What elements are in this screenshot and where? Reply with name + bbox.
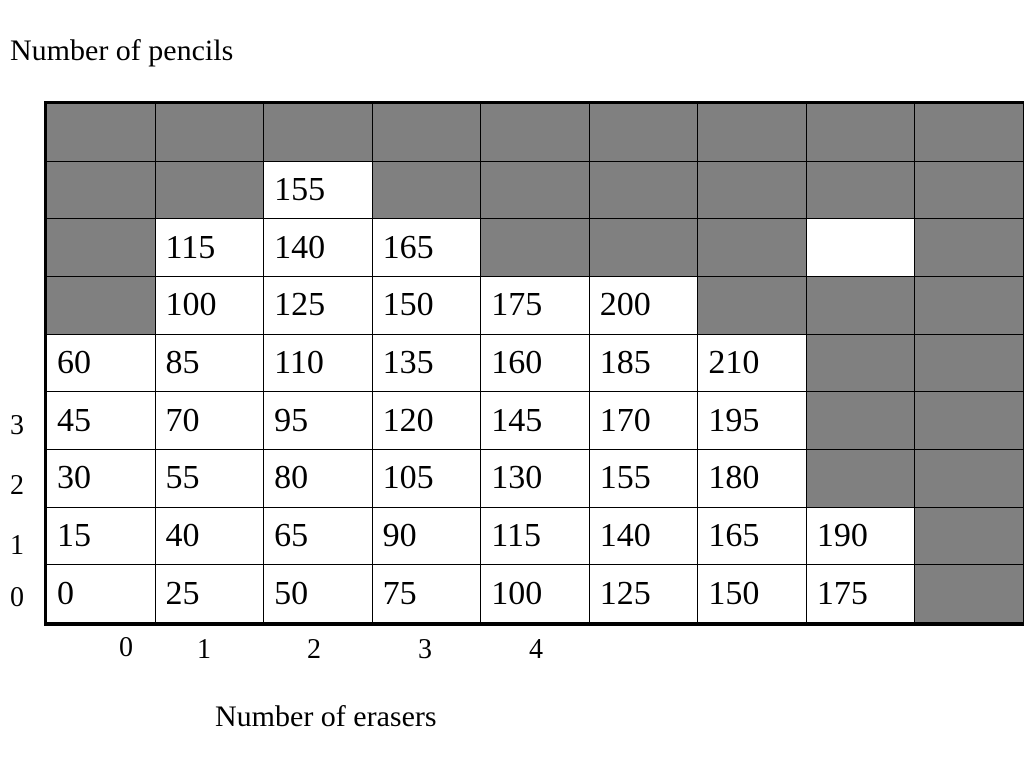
y-tick-3: 3 — [10, 410, 24, 441]
value-cell: 110 — [264, 335, 373, 393]
value-cell: 125 — [264, 277, 373, 335]
x-tick-3: 3 — [418, 634, 432, 665]
shaded-cell — [156, 104, 265, 162]
value-cell: 90 — [373, 508, 482, 566]
value-cell: 180 — [698, 450, 807, 508]
value-cell: 145 — [481, 392, 590, 450]
y-tick-2: 2 — [10, 470, 24, 501]
value-cell: 130 — [481, 450, 590, 508]
value-cell: 100 — [481, 565, 590, 623]
shaded-cell — [698, 219, 807, 277]
value-cell: 165 — [698, 508, 807, 566]
shaded-cell — [156, 162, 265, 220]
shaded-cell — [915, 508, 1024, 566]
shaded-cell — [807, 450, 916, 508]
value-cell: 195 — [698, 392, 807, 450]
value-cell: 150 — [698, 565, 807, 623]
value-cell: 45 — [47, 392, 156, 450]
shaded-cell — [915, 277, 1024, 335]
value-grid — [44, 101, 1024, 626]
shaded-cell — [915, 104, 1024, 162]
value-cell: 15 — [47, 508, 156, 566]
shaded-cell — [698, 104, 807, 162]
value-cell: 115 — [481, 508, 590, 566]
shaded-cell — [481, 162, 590, 220]
shaded-cell — [590, 219, 699, 277]
shaded-cell — [481, 219, 590, 277]
value-cell: 100 — [156, 277, 265, 335]
y-axis-title: Number of pencils — [10, 34, 234, 67]
value-cell: 160 — [481, 335, 590, 393]
value-cell: 55 — [156, 450, 265, 508]
shaded-cell — [915, 392, 1024, 450]
value-cell: 120 — [373, 392, 482, 450]
shaded-cell — [47, 162, 156, 220]
shaded-cell — [47, 219, 156, 277]
shaded-cell — [264, 104, 373, 162]
shaded-cell — [373, 104, 482, 162]
value-cell: 170 — [590, 392, 699, 450]
shaded-cell — [915, 450, 1024, 508]
value-cell: 80 — [264, 450, 373, 508]
value-cell: 210 — [698, 335, 807, 393]
value-cell: 40 — [156, 508, 265, 566]
value-cell: 60 — [47, 335, 156, 393]
value-cell: 135 — [373, 335, 482, 393]
shaded-cell — [915, 162, 1024, 220]
value-cell: 25 — [156, 565, 265, 623]
shaded-cell — [590, 104, 699, 162]
value-cell: 75 — [373, 565, 482, 623]
value-cell: 65 — [264, 508, 373, 566]
x-tick-0: 0 — [119, 632, 133, 663]
value-cell: 155 — [590, 450, 699, 508]
value-cell: 105 — [373, 450, 482, 508]
value-cell: 155 — [264, 162, 373, 220]
value-cell: 165 — [373, 219, 482, 277]
shaded-cell — [47, 104, 156, 162]
x-tick-4: 4 — [529, 634, 543, 665]
value-cell: 0 — [47, 565, 156, 623]
shaded-cell — [698, 162, 807, 220]
y-tick-0: 0 — [10, 582, 24, 613]
shaded-cell — [807, 162, 916, 220]
shaded-cell — [807, 335, 916, 393]
value-cell: 175 — [481, 277, 590, 335]
value-cell: 70 — [156, 392, 265, 450]
value-cell: 115 — [156, 219, 265, 277]
shaded-cell — [698, 277, 807, 335]
shaded-cell — [807, 104, 916, 162]
shaded-cell — [373, 162, 482, 220]
x-tick-2: 2 — [307, 634, 321, 665]
x-axis-title: Number of erasers — [215, 700, 437, 733]
value-cell: 50 — [264, 565, 373, 623]
shaded-cell — [915, 565, 1024, 623]
shaded-cell — [481, 104, 590, 162]
shaded-cell — [915, 335, 1024, 393]
value-cell: 30 — [47, 450, 156, 508]
value-cell: 200 — [590, 277, 699, 335]
shaded-cell — [47, 277, 156, 335]
value-cell: 125 — [590, 565, 699, 623]
shaded-cell — [807, 277, 916, 335]
shaded-cell — [915, 219, 1024, 277]
value-cell: 85 — [156, 335, 265, 393]
value-cell: 190 — [807, 508, 916, 566]
y-tick-1: 1 — [10, 530, 24, 561]
value-cell: 95 — [264, 392, 373, 450]
shaded-cell — [807, 392, 916, 450]
value-cell: 140 — [264, 219, 373, 277]
value-cell: 140 — [590, 508, 699, 566]
x-tick-1: 1 — [197, 634, 211, 665]
value-cell: 150 — [373, 277, 482, 335]
blank-cell — [807, 219, 916, 277]
shaded-cell — [590, 162, 699, 220]
value-cell: 185 — [590, 335, 699, 393]
value-cell: 175 — [807, 565, 916, 623]
